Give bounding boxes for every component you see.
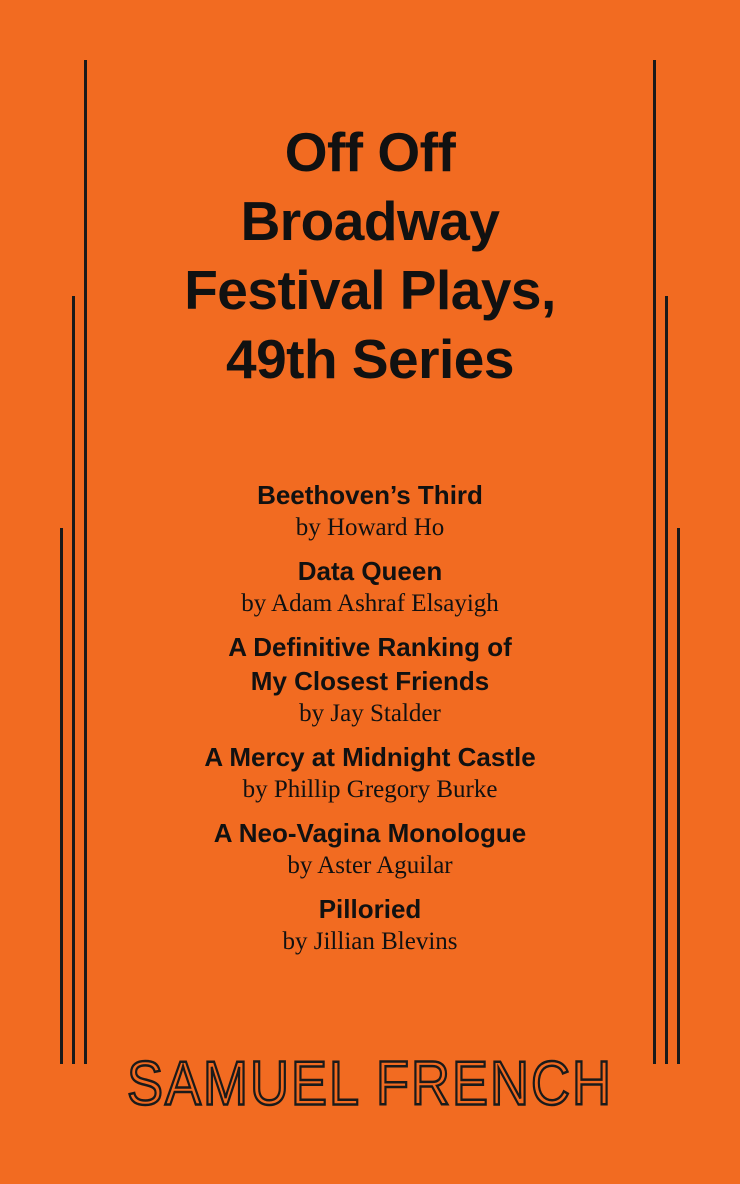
play-author: by Howard Ho <box>295 514 445 541</box>
title-line: Broadway <box>240 190 500 252</box>
play-entry <box>100 478 640 544</box>
decorative-line <box>60 528 63 1064</box>
play-title: Data Queen <box>297 556 443 586</box>
title-line: Festival Plays, <box>184 259 556 321</box>
play-title: Beethoven’s Third <box>257 480 483 510</box>
decorative-line <box>84 60 87 1064</box>
play-entry <box>100 740 640 806</box>
play-title: A Definitive Ranking of <box>228 632 512 662</box>
play-title: A Neo-Vagina Monologue <box>213 818 527 848</box>
plays-list <box>100 478 640 968</box>
play-entry <box>100 892 640 958</box>
decorative-line <box>665 296 668 1064</box>
decorative-line <box>72 296 75 1064</box>
play-author: by Adam Ashraf Elsayigh <box>241 590 499 617</box>
title-line: Off Off <box>284 121 456 183</box>
decorative-line <box>677 528 680 1064</box>
play-author: by Aster Aguilar <box>287 852 453 879</box>
play-title: A Mercy at Midnight Castle <box>204 742 536 772</box>
play-author: by Jillian Blevins <box>282 928 458 955</box>
book-title <box>100 118 640 394</box>
play-author: by Phillip Gregory Burke <box>242 776 498 803</box>
play-entry <box>100 554 640 620</box>
play-title: Pilloried <box>318 894 422 924</box>
play-entry <box>100 816 640 882</box>
publisher-logo: SAMUEL FRENCH <box>126 1049 614 1119</box>
play-author: by Jay Stalder <box>299 700 441 727</box>
play-title: My Closest Friends <box>250 666 490 696</box>
title-line: 49th Series <box>225 328 514 390</box>
decorative-line <box>653 60 656 1064</box>
play-entry <box>100 630 640 730</box>
